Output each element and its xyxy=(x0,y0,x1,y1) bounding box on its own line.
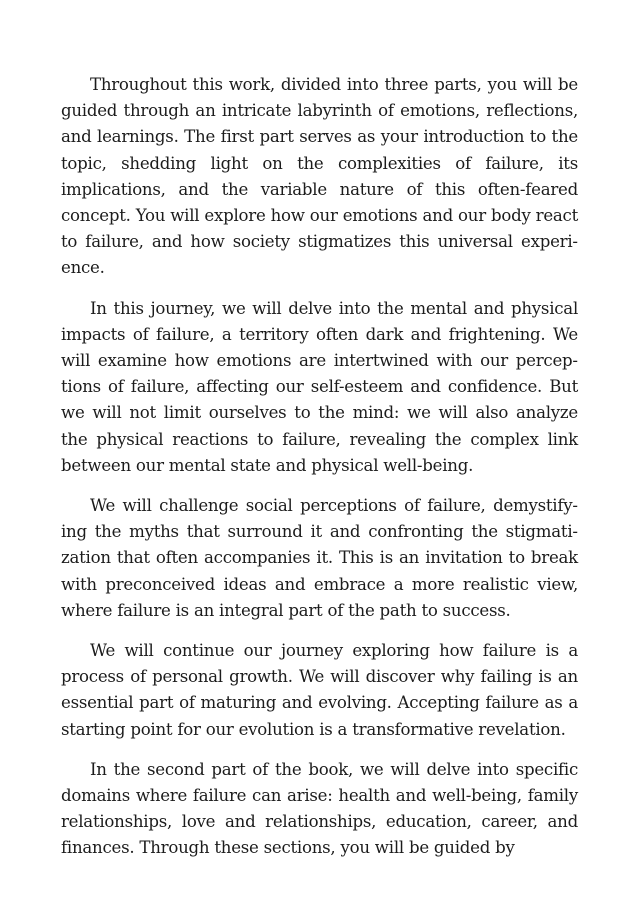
page-body xyxy=(61,72,578,876)
paragraph-2: In this journey, we will delve into the mental and physical impacts of failure, a territory often dark and frightening. We will examine how emotions are intertwined with our perceptions of failure, affecting our self-esteem and confidence. But we will not limit ourselves to the mind: we will also analyze the physical reactions to failure, revealing the complex link between our mental state and physical well-being. xyxy=(61,298,578,475)
paragraph-4: We will continue our journey exploring how failure is a process of personal growth. We will discover why failing is an essential part of maturing and evolving. Accepting failure as a starting point for our evolution is a transformative revelation. xyxy=(61,641,578,739)
paragraph-5: In the second part of the book, we will delve into specific domains where failure can arise: health and well-being, family relationships, love and relationships, education, career, and finances. Through these sections, you will be guided by xyxy=(61,759,578,858)
paragraph-1: Throughout this work, divided into three parts, you will be guided through an intricate labyrinth of emotions, reflections, and learnings. The first part serves as your introduction to the topic, shedding light on the complexities of failure, its implications, and the variable nature of this often-feared concept. You will explore how our emotions and our body react to failure, and how society stigmatizes this universal experience. xyxy=(61,75,578,278)
paragraph-3: We will challenge social perceptions of failure, demystifying the myths that surround it and confronting the stigmatization that often accompanies it. This is an invitation to break with preconceived ideas and embrace a more realistic view, where failure is an integral part of the path to success. xyxy=(61,496,578,620)
